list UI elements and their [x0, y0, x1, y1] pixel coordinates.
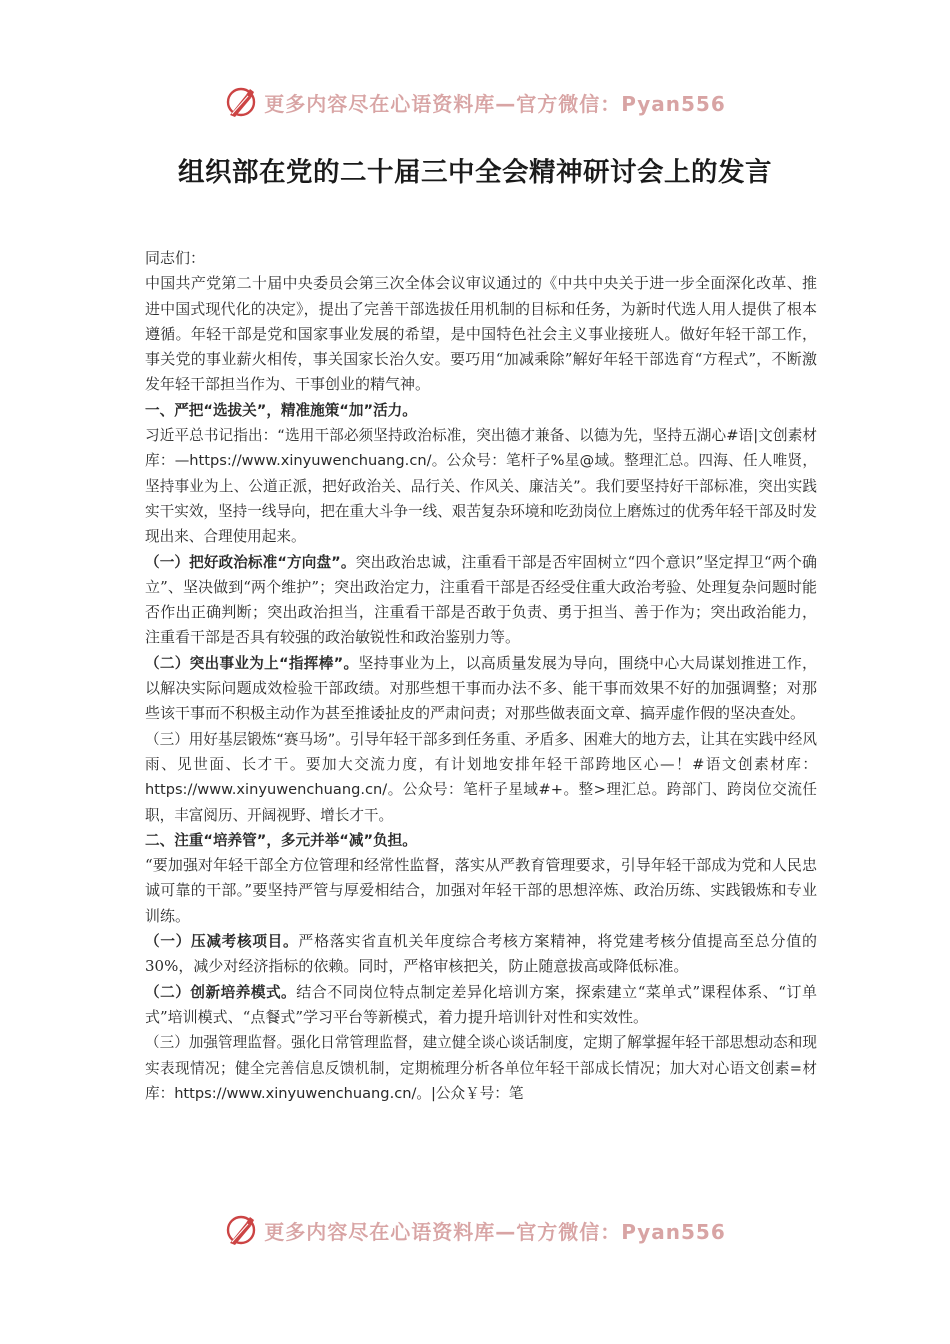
section-1-heading: 一、严把“选拔关”，精准施策“加”活力。 — [145, 401, 417, 419]
section-2-item-1 — [145, 929, 817, 980]
salutation: 同志们： — [145, 249, 206, 267]
item-lead: （二）创新培养模式。 — [145, 983, 297, 1001]
item-lead: （三）加强管理监督。 — [145, 1034, 292, 1052]
page-title: 组织部在党的二十届三中全会精神研讨会上的发言 — [178, 157, 772, 188]
section-1-item-2 — [145, 651, 817, 727]
item-body: 结合不同岗位特点制定差异化培训方案，探索建立“菜单式”课程体系、“订单式”培训模式、“点餐式”学习平台等新模式，着力提升培训针对性和实效性。 — [145, 982, 817, 1026]
section-1-quote: 习近平总书记指出：“选用干部必须坚持政治标准，突出德才兼备、以德为先，坚持五湖心#语|文创素材库：—https://www.xinyuwenchuang.cn/。公众号：笔杆子%星@域。整理汇总。四海、任人唯贤，坚持事业为上、公道正派，把好政治关、品行关、作风关、廉洁关”。我们要坚持好干部标准，突出实践实干实效，坚持一线导向，把在重大斗争一线、艰苦复杂环境和吃劲岗位上磨炼过的优秀年轻干部及时发现出来、合理使用起来。 — [145, 427, 817, 546]
section-1-item-1 — [145, 550, 817, 651]
item-body: 严格落实省直机关年度综合考核方案精神，将党建考核分值提高至总分值的30%，减少对经济指标的依赖。同时，严格审核把关，防止随意拔高或降低标准。 — [145, 932, 817, 976]
item-lead: （二）突出事业为上“指挥棒”。 — [145, 654, 359, 672]
pen-nib-circle-icon — [224, 85, 258, 119]
footer-banner — [0, 1208, 950, 1252]
section-2-item-3 — [145, 1030, 817, 1106]
item-lead: （一）把好政治标准“方向盘”。 — [145, 553, 356, 571]
item-body: 强化日常管理监督，建立健全谈心谈话制度，定期了解掌握年轻干部思想动态和现实表现情况；健全完善信息反馈机制，定期梳理分析各单位年轻干部成长情况；加大对心语文创素=材库：https://www.xinyuwenchuang.cn/。|公众￥号：笔 — [145, 1034, 817, 1102]
item-body: 坚持事业为上，以高质量发展为导向，围绕中心大局谋划推进工作，以解决实际问题成效检验干部政绩。对那些想干事而办法不多、能干事而效果不好的加强调整；对那些该干事而不积极主动作为甚至推诿扯皮的严肃问责；对那些做表面文章、搞弄虚作假的坚决查处。 — [145, 653, 817, 723]
banner-text: 更多内容尽在心语资料库—官方微信：Pyan556 — [264, 91, 726, 116]
item-lead: （一）压减考核项目。 — [145, 933, 299, 951]
document-body — [145, 246, 817, 1106]
banner-text: 更多内容尽在心语资料库—官方微信：Pyan556 — [264, 1219, 726, 1244]
header-banner — [0, 80, 950, 124]
item-lead: （三）用好基层锻炼“赛马场”。 — [145, 730, 350, 748]
item-body: 突出政治忠诚，注重看干部是否牢固树立“四个意识”坚定捍卫“两个确立”、坚决做到“两个维护”；突出政治定力，注重看干部是否经受住重大政治考验、处理复杂问题时能否作出正确判断；突出政治担当，注重看干部是否敢于负责、勇于担当、善于作为；突出政治能力，注重看干部是否具有较强的政治敏锐性和政治鉴别力等。 — [145, 552, 817, 647]
intro-paragraph: 中国共产党第二十届中央委员会第三次全体会议审议通过的《中共中央关于进一步全面深化改革、推进中国式现代化的决定》，提出了完善干部选拔任用机制的目标和任务，为新时代选人用人提供了根本遵循。年轻干部是党和国家事业发展的希望，是中国特色社会主义事业接班人。做好年轻干部工作，事关党的事业薪火相传，事关国家长治久安。要巧用“加减乘除”解好年轻干部选育“方程式”，不断激发年轻干部担当作为、干事创业的精气神。 — [145, 274, 817, 394]
pen-nib-circle-icon — [224, 1213, 258, 1247]
section-2-item-2 — [145, 980, 817, 1031]
item-body: 引导年轻干部多到任务重、矛盾多、困难大的地方去，让其在实践中经风雨、见世面、长才干。要加大交流力度，有计划地安排年轻干部跨地区心—！#语文创素材库：https://www.xinyuwenchuang.cn/。公众号：笔杆子星域#+。整>理汇总。跨部门、跨岗位交流任职，丰富阅历、开阔视野、增长才干。 — [145, 730, 817, 824]
section-1-item-3 — [145, 727, 817, 828]
section-2-heading: 二、注重“培养管”，多元并举“减”负担。 — [145, 831, 417, 849]
section-2-intro: “要加强对年轻干部全方位管理和经常性监督，落实从严教育管理要求，引导年轻干部成为党和人民忠诚可靠的干部。”要坚持严管与厚爱相结合，加强对年轻干部的思想淬炼、政治历练、实践锻炼和专业训练。 — [145, 856, 817, 925]
